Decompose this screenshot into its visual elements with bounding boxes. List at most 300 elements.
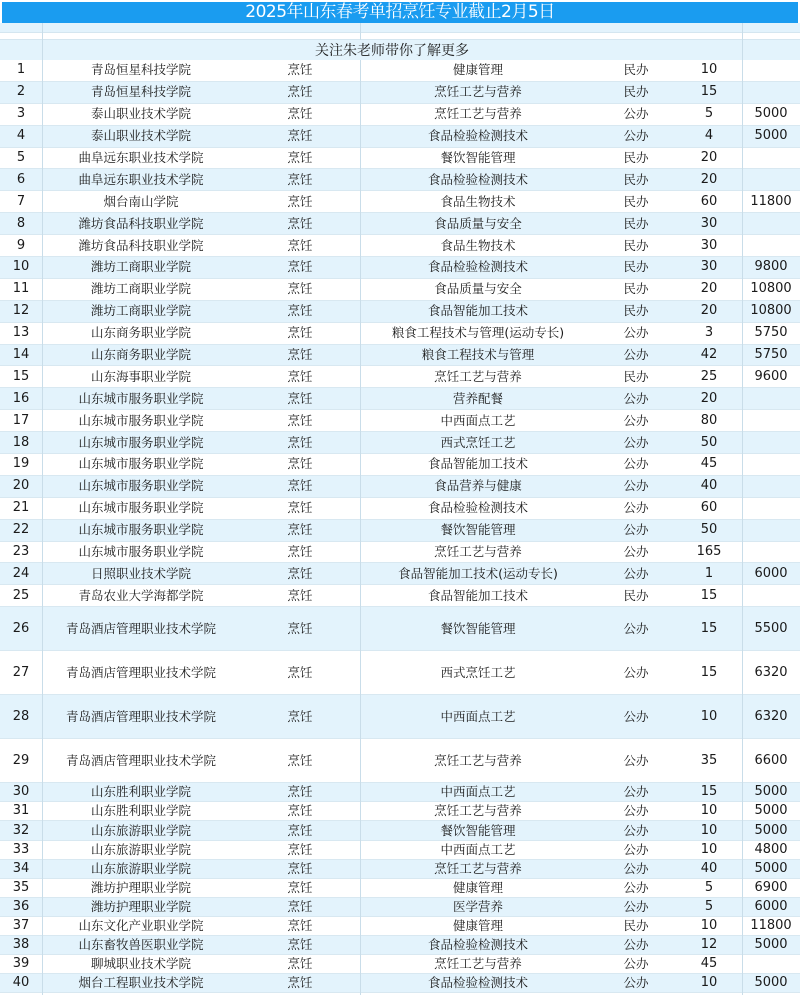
school-type: 公办 [623,478,649,494]
school-name: 潍坊工商职业学院 [90,303,191,319]
enrollment-quota: 10 [700,62,718,78]
enrollment-quota: 40 [700,478,718,494]
row-number: 9 [16,237,26,253]
table-row [0,454,800,476]
row-number: 22 [12,522,30,538]
tuition-fee: 9800 [754,259,788,275]
tuition-fee: 5750 [754,347,788,363]
category: 烹饪 [287,150,313,165]
enrollment-quota: 5 [704,898,714,914]
major-name: 食品智能加工技术(运动专长) [398,565,558,581]
enrollment-quota: 3 [704,325,714,341]
notice-row [0,40,800,60]
major-name: 烹饪工艺与营养 [434,368,522,384]
tuition-fee: 6600 [754,752,788,768]
tuition-fee: 5000 [754,128,788,144]
school-type: 民办 [623,150,649,165]
category: 烹饪 [287,522,313,538]
major-name: 食品生物技术 [440,237,516,253]
table-row [0,783,800,802]
school-type: 民办 [623,84,649,100]
school-type: 公办 [623,784,649,800]
category: 烹饪 [287,500,313,516]
enrollment-quota: 30 [700,215,718,231]
enrollment-quota: 30 [700,259,718,275]
enrollment-quota: 30 [700,237,718,253]
table-row [0,520,800,542]
category: 烹饪 [287,803,313,819]
row-number: 20 [12,478,30,494]
enrollment-quota: 10 [700,803,718,819]
category: 烹饪 [287,62,313,78]
major-name: 西式烹饪工艺 [440,664,516,680]
enrollment-quota: 4 [704,128,714,144]
row-number: 29 [12,752,30,768]
row-number: 25 [12,587,30,603]
row-number: 2 [16,84,26,100]
row-number: 39 [12,956,30,972]
enrollment-quota: 15 [700,664,718,680]
school-type: 公办 [623,664,649,680]
table-row [0,126,800,148]
school-name: 山东旅游职业学院 [90,841,191,857]
row-number: 15 [12,368,30,384]
school-name: 山东城市服务职业学院 [78,390,204,406]
category: 烹饪 [287,325,313,341]
row-number: 24 [12,565,30,581]
enrollment-quota: 10 [700,841,718,857]
school-type: 公办 [623,708,649,724]
school-name: 烟台南山学院 [103,193,179,209]
school-name: 潍坊工商职业学院 [90,281,191,297]
table-row [0,257,800,279]
category: 烹饪 [287,752,313,768]
row-number: 14 [12,347,30,363]
tuition-fee: 6320 [754,664,788,680]
enrollment-quota: 5 [704,106,714,122]
row-number: 17 [12,412,30,428]
school-type: 公办 [623,898,649,914]
category: 烹饪 [287,303,313,319]
major-name: 烹饪工艺与营养 [434,106,522,122]
row-number: 30 [12,784,30,800]
category: 烹饪 [287,478,313,494]
enrollment-quota: 60 [700,193,718,209]
category: 烹饪 [287,84,313,100]
category: 烹饪 [287,841,313,857]
major-name: 中西面点工艺 [440,412,516,428]
tuition-fee: 11800 [750,917,792,933]
major-name: 烹饪工艺与营养 [434,84,522,100]
tuition-fee: 4800 [754,841,788,857]
table-row [0,651,800,695]
school-type: 民办 [623,303,649,319]
school-name: 山东文化产业职业学院 [78,917,204,933]
school-name: 青岛恒星科技学院 [90,84,191,100]
enrollment-quota: 42 [700,347,718,363]
school-name: 泰山职业技术学院 [90,128,191,144]
row-number: 26 [12,620,30,636]
school-type: 公办 [623,325,649,341]
row-number: 23 [12,544,30,560]
row-number: 35 [12,879,30,895]
enrollment-quota: 165 [696,544,722,560]
category: 烹饪 [287,620,313,636]
school-type: 公办 [623,544,649,560]
category: 烹饪 [287,565,313,581]
enrollment-quota: 45 [700,456,718,472]
school-name: 潍坊工商职业学院 [90,259,191,275]
category: 烹饪 [287,390,313,406]
tuition-fee: 5000 [754,860,788,876]
school-type: 公办 [623,128,649,144]
school-type: 公办 [623,347,649,363]
major-name: 烹饪工艺与营养 [434,544,522,560]
row-number: 3 [16,106,26,122]
school-name: 山东胜利职业学院 [90,803,191,819]
category: 烹饪 [287,975,313,991]
major-name: 烹饪工艺与营养 [434,860,522,876]
enrollment-quota: 20 [700,303,718,319]
school-name: 山东城市服务职业学院 [78,522,204,538]
table-row [0,301,800,323]
table-row [0,476,800,498]
enrollment-quota: 20 [700,281,718,297]
school-type: 民办 [623,62,649,78]
table-row [0,323,800,345]
notice-text: 关注朱老师带你了解更多 [315,43,469,59]
major-name: 烹饪工艺与营养 [434,752,522,768]
enrollment-quota: 35 [700,752,718,768]
table-row [0,169,800,191]
row-number: 38 [12,937,30,953]
school-type: 民办 [623,368,649,384]
tuition-fee: 5000 [754,822,788,838]
major-name: 食品质量与安全 [434,281,522,297]
school-name: 山东胜利职业学院 [90,784,191,800]
table-row [0,213,800,235]
table-row [0,821,800,840]
category: 烹饪 [287,347,313,363]
school-type: 公办 [623,822,649,838]
table-row [0,388,800,410]
row-number: 12 [12,303,30,319]
table-row [0,917,800,936]
tuition-fee: 5000 [754,784,788,800]
table-row [0,898,800,917]
category: 烹饪 [287,106,313,122]
major-name: 食品检验检测技术 [427,500,528,516]
table-row [0,563,800,585]
table-row [0,974,800,993]
major-name: 食品检验检测技术 [427,259,528,275]
table-row [0,607,800,651]
row-number: 37 [12,917,30,933]
row-number: 32 [12,822,30,838]
major-name: 烹饪工艺与营养 [434,803,522,819]
major-name: 中西面点工艺 [440,708,516,724]
major-name: 健康管理 [452,62,503,78]
school-name: 山东城市服务职业学院 [78,456,204,472]
enrollment-quota: 50 [700,434,718,450]
major-name: 西式烹饪工艺 [440,434,516,450]
category: 烹饪 [287,434,313,450]
school-type: 公办 [623,803,649,819]
enrollment-quota: 10 [700,917,718,933]
table-row [0,148,800,170]
school-type: 公办 [623,841,649,857]
row-number: 19 [12,456,30,472]
column-divider [42,23,43,995]
table-row [0,860,800,879]
school-type: 民办 [623,917,649,933]
category: 烹饪 [287,956,313,972]
enrollment-quota: 40 [700,860,718,876]
table-row [0,410,800,432]
school-type: 民办 [623,193,649,209]
major-name: 医学营养 [452,898,503,914]
category: 烹饪 [287,822,313,838]
major-name: 中西面点工艺 [440,841,516,857]
school-type: 公办 [623,565,649,581]
table-row [0,955,800,974]
table-row [0,739,800,783]
tuition-fee: 5500 [754,620,788,636]
category: 烹饪 [287,587,313,603]
major-name: 营养配餐 [452,390,503,406]
school-name: 山东城市服务职业学院 [78,412,204,428]
school-type: 公办 [623,456,649,472]
school-name: 潍坊食品科技职业学院 [78,215,204,231]
table-row [0,585,800,607]
row-number: 40 [12,975,30,991]
column-divider [360,23,361,40]
school-name: 曲阜远东职业技术学院 [78,150,204,165]
school-name: 潍坊食品科技职业学院 [78,237,204,253]
school-type: 公办 [623,752,649,768]
school-type: 公办 [623,106,649,122]
school-type: 公办 [623,522,649,538]
enrollment-quota: 80 [700,412,718,428]
major-name: 粮食工程技术与管理 [421,347,535,363]
row-number: 5 [16,150,26,165]
category: 烹饪 [287,259,313,275]
school-name: 山东商务职业学院 [90,347,191,363]
school-type: 公办 [623,975,649,991]
school-name: 泰山职业技术学院 [90,106,191,122]
tuition-fee: 6000 [754,898,788,914]
blank-row [0,23,800,33]
enrollment-quota: 12 [700,937,718,953]
row-number: 7 [16,193,26,209]
enrollment-quota: 5 [704,879,714,895]
category: 烹饪 [287,544,313,560]
table-row [0,542,800,564]
category: 烹饪 [287,412,313,428]
major-name: 健康管理 [452,917,503,933]
major-name: 食品智能加工技术 [427,587,528,603]
category: 烹饪 [287,664,313,680]
major-name: 食品检验检测技术 [427,171,528,187]
row-number: 10 [12,259,30,275]
category: 烹饪 [287,128,313,144]
major-name: 食品检验检测技术 [427,937,528,953]
school-type: 民办 [623,237,649,253]
enrollment-quota: 1 [704,565,714,581]
category: 烹饪 [287,456,313,472]
school-type: 民办 [623,587,649,603]
category: 烹饪 [287,917,313,933]
major-name: 食品质量与安全 [434,215,522,231]
major-name: 食品智能加工技术 [427,456,528,472]
table-row [0,498,800,520]
enrollment-quota: 20 [700,150,718,165]
tuition-fee: 9600 [754,368,788,384]
table-row [0,432,800,454]
category: 烹饪 [287,215,313,231]
tuition-fee: 11800 [750,193,792,209]
major-name: 食品生物技术 [440,193,516,209]
table-row [0,279,800,301]
table-row [0,60,800,82]
blank-row [0,33,800,40]
school-type: 民办 [623,215,649,231]
school-name: 青岛酒店管理职业技术学院 [65,708,216,724]
school-name: 青岛农业大学海都学院 [78,587,204,603]
major-name: 餐饮智能管理 [440,150,516,165]
category: 烹饪 [287,237,313,253]
tuition-fee: 5750 [754,325,788,341]
table-row [0,345,800,367]
table-row [0,104,800,126]
category: 烹饪 [287,784,313,800]
school-name: 潍坊护理职业学院 [90,898,191,914]
enrollment-quota: 45 [700,956,718,972]
row-number: 1 [16,62,26,78]
tuition-fee: 5000 [754,803,788,819]
school-name: 青岛恒星科技学院 [90,62,191,78]
tuition-fee: 10800 [750,303,792,319]
school-name: 山东城市服务职业学院 [78,500,204,516]
major-name: 餐饮智能管理 [440,620,516,636]
tuition-fee: 5000 [754,937,788,953]
row-number: 16 [12,390,30,406]
row-number: 33 [12,841,30,857]
tuition-fee: 6900 [754,879,788,895]
enrollment-quota: 15 [700,587,718,603]
major-name: 食品营养与健康 [434,478,522,494]
school-type: 民办 [623,281,649,297]
school-name: 日照职业技术学院 [90,565,191,581]
category: 烹饪 [287,708,313,724]
tuition-fee: 6000 [754,565,788,581]
enrollment-quota: 25 [700,368,718,384]
school-name: 聊城职业技术学院 [90,956,191,972]
tuition-fee: 10800 [750,281,792,297]
category: 烹饪 [287,281,313,297]
row-number: 31 [12,803,30,819]
school-name: 烟台工程职业技术学院 [78,975,204,991]
column-divider [742,23,743,995]
enrollment-quota: 10 [700,822,718,838]
school-name: 山东海事职业学院 [90,368,191,384]
sheet-title: 2025年山东春考单招烹饪专业截止2月5日 [2,2,798,23]
school-name: 山东旅游职业学院 [90,822,191,838]
enrollment-quota: 20 [700,171,718,187]
school-type: 民办 [623,259,649,275]
enrollment-quota: 10 [700,708,718,724]
row-number: 34 [12,860,30,876]
row-number: 4 [16,128,26,144]
school-type: 公办 [623,937,649,953]
major-name: 食品检验检测技术 [427,975,528,991]
school-type: 公办 [623,860,649,876]
enrollment-quota: 10 [700,975,718,991]
enrollment-quota: 20 [700,390,718,406]
category: 烹饪 [287,368,313,384]
school-type: 公办 [623,620,649,636]
school-type: 公办 [623,500,649,516]
school-type: 公办 [623,412,649,428]
category: 烹饪 [287,879,313,895]
row-number: 18 [12,434,30,450]
school-name: 山东畜牧兽医职业学院 [78,937,204,953]
row-number: 8 [16,215,26,231]
table-row [0,235,800,257]
school-name: 潍坊护理职业学院 [90,879,191,895]
enrollment-quota: 60 [700,500,718,516]
table-row [0,841,800,860]
school-name: 山东商务职业学院 [90,325,191,341]
major-name: 健康管理 [452,879,503,895]
enrollment-quota: 15 [700,620,718,636]
school-type: 公办 [623,879,649,895]
category: 烹饪 [287,898,313,914]
major-name: 餐饮智能管理 [440,822,516,838]
table-row [0,695,800,739]
tuition-fee: 5000 [754,106,788,122]
category: 烹饪 [287,860,313,876]
major-name: 粮食工程技术与管理(运动专长) [391,325,565,341]
school-type: 民办 [623,171,649,187]
row-number: 6 [16,171,26,187]
row-number: 36 [12,898,30,914]
school-type: 公办 [623,956,649,972]
major-name: 中西面点工艺 [440,784,516,800]
category: 烹饪 [287,171,313,187]
row-number: 28 [12,708,30,724]
tuition-fee: 6320 [754,708,788,724]
enrollment-quota: 15 [700,84,718,100]
tuition-fee: 5000 [754,975,788,991]
table-row [0,802,800,821]
table-row [0,936,800,955]
school-name: 山东城市服务职业学院 [78,544,204,560]
school-name: 曲阜远东职业技术学院 [78,171,204,187]
row-number: 11 [12,281,30,297]
major-name: 烹饪工艺与营养 [434,956,522,972]
table-row [0,879,800,898]
school-type: 公办 [623,390,649,406]
row-number: 13 [12,325,30,341]
data-table [0,60,800,993]
enrollment-quota: 15 [700,784,718,800]
school-name: 山东城市服务职业学院 [78,434,204,450]
school-name: 山东旅游职业学院 [90,860,191,876]
school-name: 青岛酒店管理职业技术学院 [65,752,216,768]
school-name: 山东城市服务职业学院 [78,478,204,494]
school-name: 青岛酒店管理职业技术学院 [65,664,216,680]
